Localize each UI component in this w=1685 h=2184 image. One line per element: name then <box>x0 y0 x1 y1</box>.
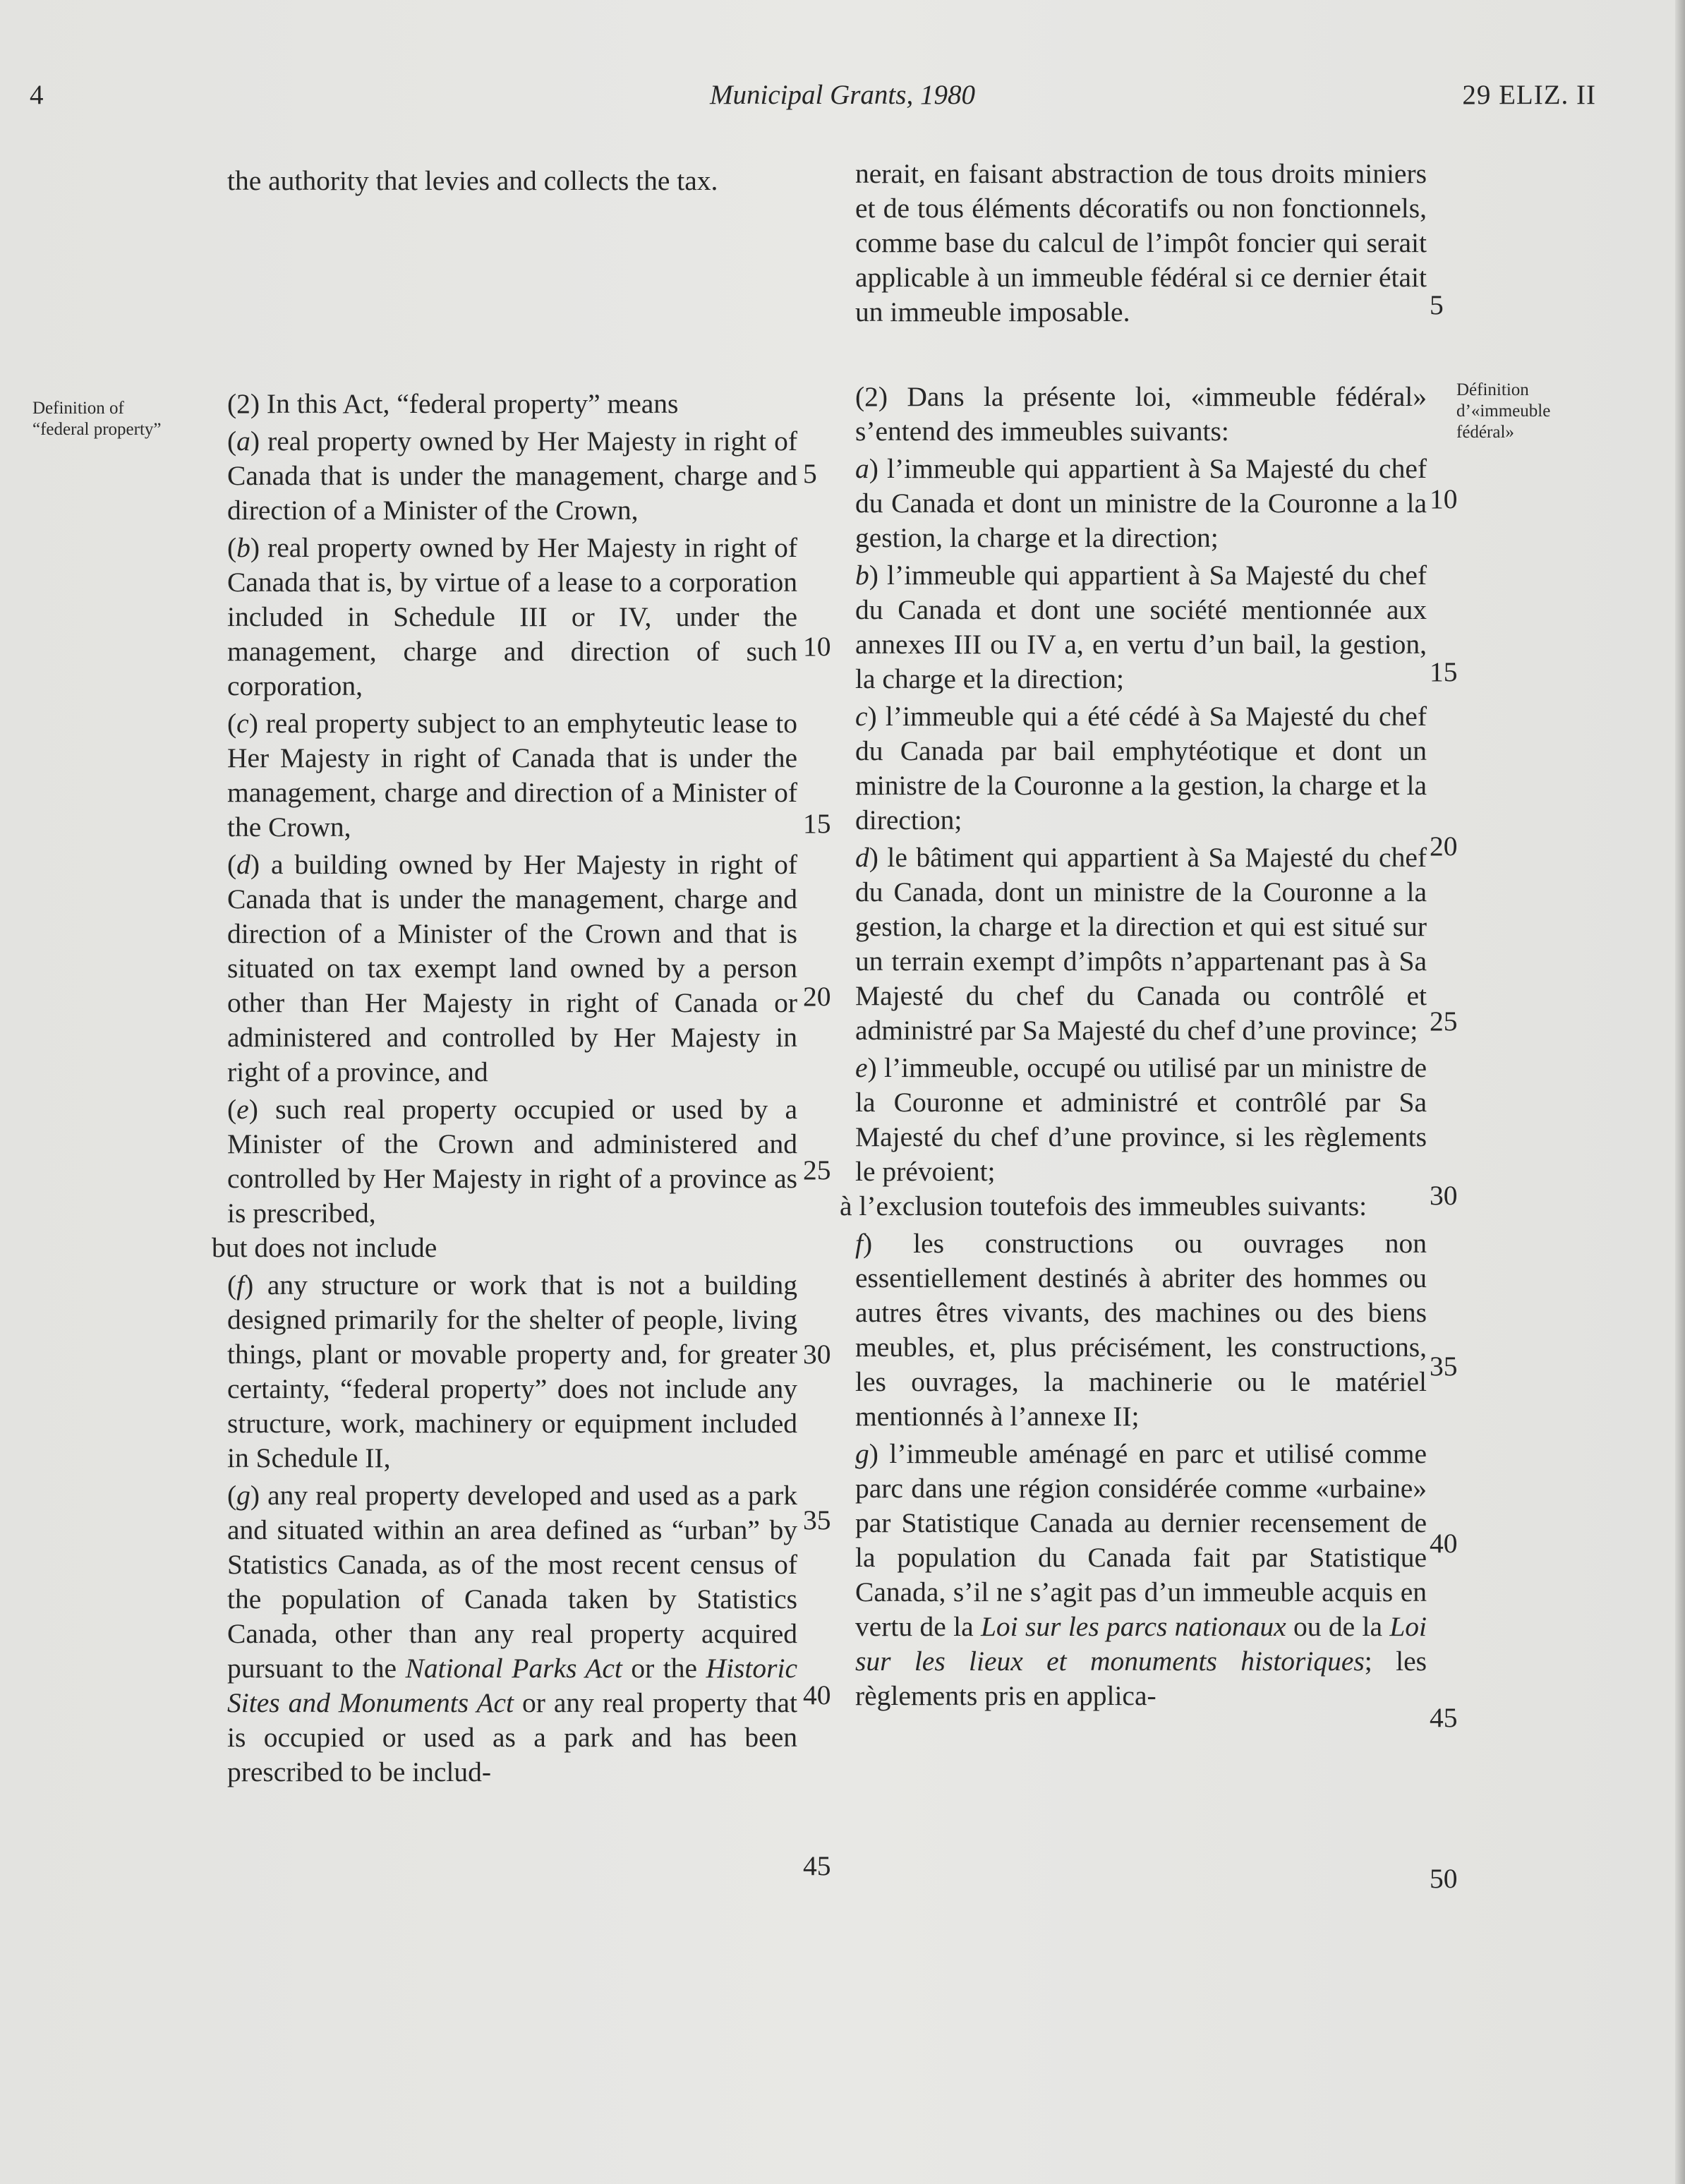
english-item-b: (b) real property owned by Her Majesty in right of Canada that is, by virtue of a lease to a corporation included in Schedule III or IV, under the management, charge and direction of such corporation, <box>227 532 797 701</box>
english-intro-text: the authority that levies and collects the tax. <box>227 165 718 196</box>
page-edge-shadow <box>1675 0 1685 2184</box>
item-text: l’immeuble qui appartient à Sa Majesté du chef du Canada et dont un ministre de la Couronne a la gestion, la charge et la direction; <box>855 453 1427 553</box>
item-text: l’immeuble qui a été cédé à Sa Majesté du chef du Canada par bail emphytéotique et dont un ministre de la Couronne a la gestion, la charge et la direction; <box>855 701 1427 835</box>
page-number: 4 <box>30 80 44 110</box>
act-title: Historic Sites and Monuments Act <box>227 1653 797 1718</box>
line-number: 40 <box>803 1679 831 1711</box>
regnal-year: 29 ELIZ. II <box>1462 80 1596 110</box>
item-label: f <box>855 1228 863 1259</box>
english-item-c: (c) real property subject to an emphyteutic lease to Her Majesty in right of Canada that is under the management, charge and direction of a Minister of the Crown, <box>227 708 798 843</box>
item-text: any real property developed and used as a park and situated within an area defined as “urban” by Statistics Canada, as of the most recent census of the population of Canada taken by Statistics Canada, other than any real property acquired pursuant to the <box>227 1480 797 1684</box>
item-text: ; les règlements pris en applica- <box>855 1646 1427 1711</box>
margin-note-english: Definition of “federal property” <box>32 399 162 439</box>
english-but-clause: but does not include <box>212 1232 437 1263</box>
english-item-a: (a) real property owned by Her Majesty in right of Canada that is under the management, charge and direction of a Minister of the Crown, <box>227 426 797 526</box>
french-exclusion-clause: à l’exclusion toutefois des immeubles suivants: <box>840 1190 1367 1221</box>
item-label: e <box>236 1094 249 1125</box>
page-title: Municipal Grants, 1980 <box>710 80 975 110</box>
line-number: 50 <box>1430 1863 1458 1894</box>
item-text: les constructions ou ouvrages non essentiellement destinés à abriter des hommes ou autres êtres vivants, des machines ou des biens meubles, et, plus précisément, les constructions, les ouvrages, la machinerie ou le matériel mentionnés à l’annexe II; <box>855 1228 1427 1432</box>
item-text: a building owned by Her Majesty in right of Canada that is under the management, charge and direction of a Minister of the Crown and that is situated on tax exempt land owned by a person other than Her Majesty in right of Canada or administered and controlled by Her Majesty in right of a province, and <box>227 849 798 1087</box>
line-number: 20 <box>1430 831 1458 862</box>
french-item-c: c) l’immeuble qui a été cédé à Sa Majesté du chef du Canada par bail emphytéotique et dont un ministre de la Couronne a la gestion, la charge et la direction; <box>855 701 1427 835</box>
line-number: 25 <box>803 1154 831 1185</box>
item-text: real property owned by Her Majesty in right of Canada that is, by virtue of a lease to a corporation included in Schedule III or IV, under the management, charge and direction of such corporation, <box>227 532 797 701</box>
line-number: 10 <box>1430 483 1458 514</box>
line-number: 20 <box>803 981 831 1012</box>
line-number: 25 <box>1430 1006 1458 1037</box>
item-label: b <box>236 532 250 563</box>
act-title: National Parks Act <box>405 1653 622 1684</box>
item-text: or the <box>631 1653 698 1684</box>
english-item-d: (d) a building owned by Her Majesty in right of Canada that is under the management, charge and direction of a Minister of the Crown and that is situated on tax exempt land owned by a person other than Her Majesty in right of Canada or administered and controlled by Her Majesty in right of a province, and <box>227 849 798 1087</box>
french-item-e: e) l’immeuble, occupé ou utilisé par un ministre de la Couronne et administré et contrôlé par Sa Majesté du chef d’une province, si les règlements le prévoient; <box>855 1052 1427 1187</box>
french-subsection-heading: (2) Dans la présente loi, «immeuble fédéral» s’entend des immeubles suivants: <box>855 381 1427 447</box>
french-item-d: d) le bâtiment qui appartient à Sa Majesté du chef du Canada, dont un ministre de la Couronne a la gestion, la charge et la direction et qui est situé sur un terrain exempt d’impôts n’appartenant pas à Sa Majesté du chef du Canada ou contrôlé et administré par Sa Majesté du chef d’une province; <box>855 842 1427 1046</box>
french-item-b: b) l’immeuble qui appartient à Sa Majesté du chef du Canada et dont une société mentionnée aux annexes III ou IV a, en vertu d’un bail, la gestion, la charge et la direction; <box>855 560 1427 694</box>
french-intro-text: nerait, en faisant abstraction de tous droits miniers et de tous éléments décoratifs ou non fonctionnels, comme base du calcul de l’impôt foncier qui serait applicable à un immeuble fédéral si ce dernier était un immeuble imposable. <box>855 158 1427 327</box>
english-column <box>212 387 798 1790</box>
french-item-f: f) les constructions ou ouvrages non essentiellement destinés à abriter des hommes ou autres êtres vivants, des machines ou des biens meubles, et, plus précisément, les constructions, les ouvrages, la machinerie ou le matériel mentionnés à l’annexe II; <box>855 1228 1427 1432</box>
item-text: any structure or work that is not a building designed primarily for the shelter of people, living things, plant or movable property and, for greater certainty, “federal property” does not include any structure, work, machinery or equipment included in Schedule II, <box>227 1269 797 1473</box>
item-label: c <box>855 701 868 732</box>
english-item-g: (g) any real property developed and used as a park and situated within an area defined as “urban” by Statistics Canada, as of the most recent census of the population of Canada taken by Statistics Canada, other than any real property acquired pursuant to the National Parks Act or the Historic Sites and Monuments Act or any real property that is occupied or used as a park and has been prescribed to be includ- <box>227 1480 797 1787</box>
line-number: 5 <box>803 458 817 489</box>
item-label: e <box>855 1052 868 1083</box>
item-text: le bâtiment qui appartient à Sa Majesté du chef du Canada, dont un ministre de la Couronne a la gestion, la charge et la direction et qui est situé sur un terrain exempt d’impôts n’appartenant pas à Sa Majesté du chef du Canada ou contrôlé et administré par Sa Majesté du chef d’une province; <box>855 842 1427 1046</box>
line-number: 40 <box>1430 1528 1458 1559</box>
item-label: c <box>236 708 249 739</box>
item-text: real property subject to an emphyteutic lease to Her Majesty in right of Canada that is under the management, charge and direction of a Minister of the Crown, <box>227 708 798 843</box>
line-number: 35 <box>803 1504 831 1536</box>
line-number: 5 <box>1430 289 1444 320</box>
english-intro-tail <box>227 164 797 198</box>
line-number: 30 <box>1430 1180 1458 1211</box>
english-subsection-heading: (2) In this Act, “federal property” means <box>227 388 679 419</box>
french-column <box>840 380 1427 1713</box>
item-label: d <box>236 849 250 880</box>
item-text: l’immeuble aménagé en parc et utilisé comme parc dans une région considérée comme «urbaine» par Statistique Canada au dernier recensement de la population du Canada fait par Statistique Canada, s’il ne s’agit pas d’un immeuble acquis en vertu de la <box>855 1438 1427 1642</box>
item-text: ou de la <box>1293 1611 1382 1642</box>
item-label: b <box>855 560 869 591</box>
item-text: real property owned by Her Majesty in right of Canada that is under the management, charge and direction of a Minister of the Crown, <box>227 426 797 526</box>
line-number: 15 <box>803 808 831 839</box>
french-item-a: a) l’immeuble qui appartient à Sa Majesté du chef du Canada et dont un ministre de la Couronne a la gestion, la charge et la direction; <box>855 453 1427 553</box>
line-number: 10 <box>803 631 831 662</box>
item-label: g <box>236 1480 250 1511</box>
item-label: d <box>855 842 869 873</box>
french-intro-tail <box>855 157 1427 330</box>
line-number: 30 <box>803 1339 831 1370</box>
item-label: g <box>855 1438 869 1469</box>
line-number: 45 <box>1430 1702 1458 1733</box>
english-item-e: (e) such real property occupied or used by a Minister of the Crown and administered and controlled by Her Majesty in right of a province as is prescribed, <box>227 1094 797 1229</box>
english-item-f: (f) any structure or work that is not a building designed primarily for the shelter of people, living things, plant or movable property and, for greater certainty, “federal property” does not include any structure, work, machinery or equipment included in Schedule II, <box>227 1269 797 1473</box>
act-title: Loi sur les lieux et monuments historiques <box>855 1611 1427 1677</box>
line-number: 35 <box>1430 1351 1458 1382</box>
line-number: 15 <box>1430 656 1458 687</box>
french-item-g: g) l’immeuble aménagé en parc et utilisé comme parc dans une région considérée comme «urbaine» par Statistique Canada au dernier recensement de la population du Canada fait par Statistique Canada, s’il ne s’agit pas d’un immeuble acquis en vertu de la Loi sur les parcs nationaux ou de la Loi sur les lieux et monuments historiques; les règlements pris en applica- <box>855 1438 1427 1711</box>
item-text: l’immeuble qui appartient à Sa Majesté du chef du Canada et dont une société mentionnée aux annexes III ou IV a, en vertu d’un bail, la gestion, la charge et la direction; <box>855 560 1427 694</box>
margin-note-french: Définition d’«immeuble fédéral» <box>1456 380 1551 442</box>
item-text: l’immeuble, occupé ou utilisé par un ministre de la Couronne et administré et contrôlé par Sa Majesté du chef d’une province, si les règlements le prévoient; <box>855 1052 1427 1187</box>
item-label: a <box>236 426 250 457</box>
item-text: such real property occupied or used by a Minister of the Crown and administered and controlled by Her Majesty in right of a province as is prescribed, <box>227 1094 797 1229</box>
line-number: 45 <box>803 1850 831 1881</box>
item-label: f <box>236 1269 245 1301</box>
item-label: a <box>855 453 869 484</box>
item-text: or any real property that is occupied or used as a park and has been prescribed to be includ- <box>227 1687 797 1787</box>
act-title: Loi sur les parcs nationaux <box>980 1611 1286 1642</box>
